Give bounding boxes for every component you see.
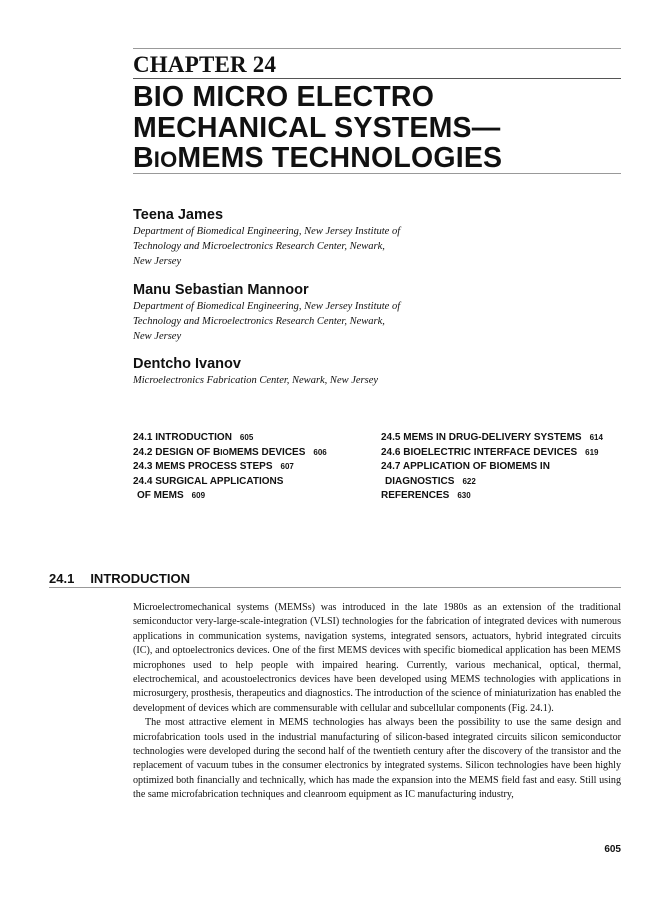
- toc-page: 607: [280, 462, 294, 472]
- toc-page: 606: [313, 447, 327, 457]
- affiliation-line: Technology and Microelectronics Research Center, Newark,: [133, 241, 385, 252]
- toc-page: 609: [191, 491, 206, 501]
- top-rule: [133, 48, 621, 49]
- affiliation-line: Department of Biomedical Engineering, New Jersey Institute of: [133, 301, 401, 312]
- author-name: Teena James: [133, 207, 224, 223]
- section-title: INTRODUCTION: [90, 571, 190, 586]
- chapter-title-line-2: MECHANICAL SYSTEMS—: [133, 111, 501, 144]
- toc-entry-continuation[interactable]: [133, 489, 327, 504]
- author-affiliation: [133, 373, 463, 388]
- toc-page: 619: [585, 447, 599, 457]
- chapter-title-line-1: BIO MICRO ELECTRO: [133, 81, 435, 113]
- toc-title: MEMS PROCESS STEPS: [155, 461, 273, 473]
- page-number: 605: [604, 844, 621, 855]
- author-affiliation: [133, 224, 463, 269]
- affiliation-line: Technology and Microelectronics Research Center, Newark,: [133, 316, 385, 327]
- title-bottom-rule: [133, 173, 621, 174]
- chapter-title-line-3: [133, 143, 502, 176]
- toc-num: 24.5: [381, 432, 401, 443]
- author-affiliation: [133, 299, 463, 344]
- toc-title: MEMS DEVICES: [228, 446, 306, 458]
- toc-entry[interactable]: [381, 489, 603, 504]
- affiliation-line: Microelectronics Fabrication Center, Newark, New Jersey: [133, 375, 379, 386]
- toc-left-column: [133, 431, 327, 504]
- title-b: B: [133, 142, 154, 174]
- author-name: Manu Sebastian Mannoor: [133, 282, 309, 298]
- toc-entry-continuation[interactable]: [381, 475, 603, 490]
- author-name: Dentcho Ivanov: [133, 356, 241, 372]
- title-rest: MEMS TECHNOLOGIES: [177, 142, 503, 174]
- toc-entry[interactable]: [381, 446, 603, 461]
- toc-entry[interactable]: [133, 460, 327, 475]
- chapter-rule: [133, 78, 621, 79]
- section-rule: [49, 587, 621, 588]
- toc-title: SURGICAL APPLICATIONS: [155, 475, 284, 487]
- toc-right-column: [381, 431, 603, 504]
- toc-title: INTRODUCTION: [155, 432, 232, 443]
- toc-title: DIAGNOSTICS: [385, 475, 455, 487]
- toc-title: MEMS IN DRUG-DELIVERY SYSTEMS: [403, 432, 582, 443]
- chapter-title: [133, 82, 502, 176]
- toc-entry[interactable]: [133, 446, 327, 461]
- affiliation-line: New Jersey: [133, 256, 182, 267]
- toc-num: 24.3: [133, 461, 153, 473]
- affiliation-line: Department of Biomedical Engineering, New Jersey Institute of: [133, 226, 401, 237]
- title-io-smallcaps: IO: [153, 147, 178, 172]
- toc-entry[interactable]: [133, 431, 327, 446]
- toc-page: 630: [457, 491, 471, 501]
- toc-num: 24.1: [133, 432, 153, 443]
- affiliation-line: New Jersey: [133, 331, 182, 342]
- toc-title: APPLICATION OF BIOMEMS IN: [402, 461, 550, 473]
- toc-title: OF MEMS: [137, 490, 184, 502]
- paragraph: The most attractive element in MEMS technologies has always been the possibility to use the same design and microfabrication tools used in the industrial manufacturing of silicon-based integrated circuits silicon semiconductor technologies were developed during the second half of the twentieth century after the discovery of the transistor and the replacement of vacuum tubes in the consumer electronics by integrated systems. Silicon technologies have been highly optimized both financially and technically, which has made the expansion into the MEMS field fast and easy. Still using the same microfabrication techniques and cleanroom equipment as IC manufacturing industry,: [133, 717, 621, 801]
- toc-page: 614: [589, 433, 603, 442]
- toc-page: 622: [462, 476, 476, 486]
- toc-num: 24.4: [133, 475, 153, 487]
- toc-title: BIOELECTRIC INTERFACE DEVICES: [403, 446, 578, 458]
- toc-page: 605: [239, 433, 254, 442]
- toc-entry[interactable]: [381, 431, 603, 446]
- toc-title: REFERENCES: [381, 490, 450, 502]
- toc-entry[interactable]: [133, 475, 327, 490]
- toc-num: 24.2: [133, 446, 153, 458]
- body-text: [133, 601, 621, 803]
- section-number: 24.1: [49, 571, 75, 586]
- chapter-label: CHAPTER 24: [133, 52, 277, 77]
- toc-entry[interactable]: [381, 460, 603, 475]
- section-heading: [49, 571, 190, 586]
- toc-title: DESIGN OF B: [155, 446, 221, 458]
- toc-title-smallcaps: IO: [220, 447, 229, 457]
- toc-num: 24.6: [381, 446, 401, 458]
- toc-num: 24.7: [381, 461, 401, 473]
- paragraph: Microelectromechanical systems (MEMSs) was introduced in the late 1980s as an extension of the traditional semiconductor very-large-scale-integration (VLSI) technologies for the fabrication of integrated devices with numerous applications in communication systems, navigation systems, integrated sensors, actuators, hybrid integrated circuits (IC), and optoelectronics devices. One of the first MEMS devices with specific biomedical application has been MEMS microphones used to help people with impaired hearing. Currently, various mechanical, optical, thermal, electrochemical, and acoustoelectronics devices have been developed using MEMS technologies with applications in microsurgery, prosthesis, therapeutics and diagnostics. The introduction of the science of miniaturization has enabled the development of devices which are commensurable with cellular and subcellular components (Fig. 24.1).: [133, 602, 621, 714]
